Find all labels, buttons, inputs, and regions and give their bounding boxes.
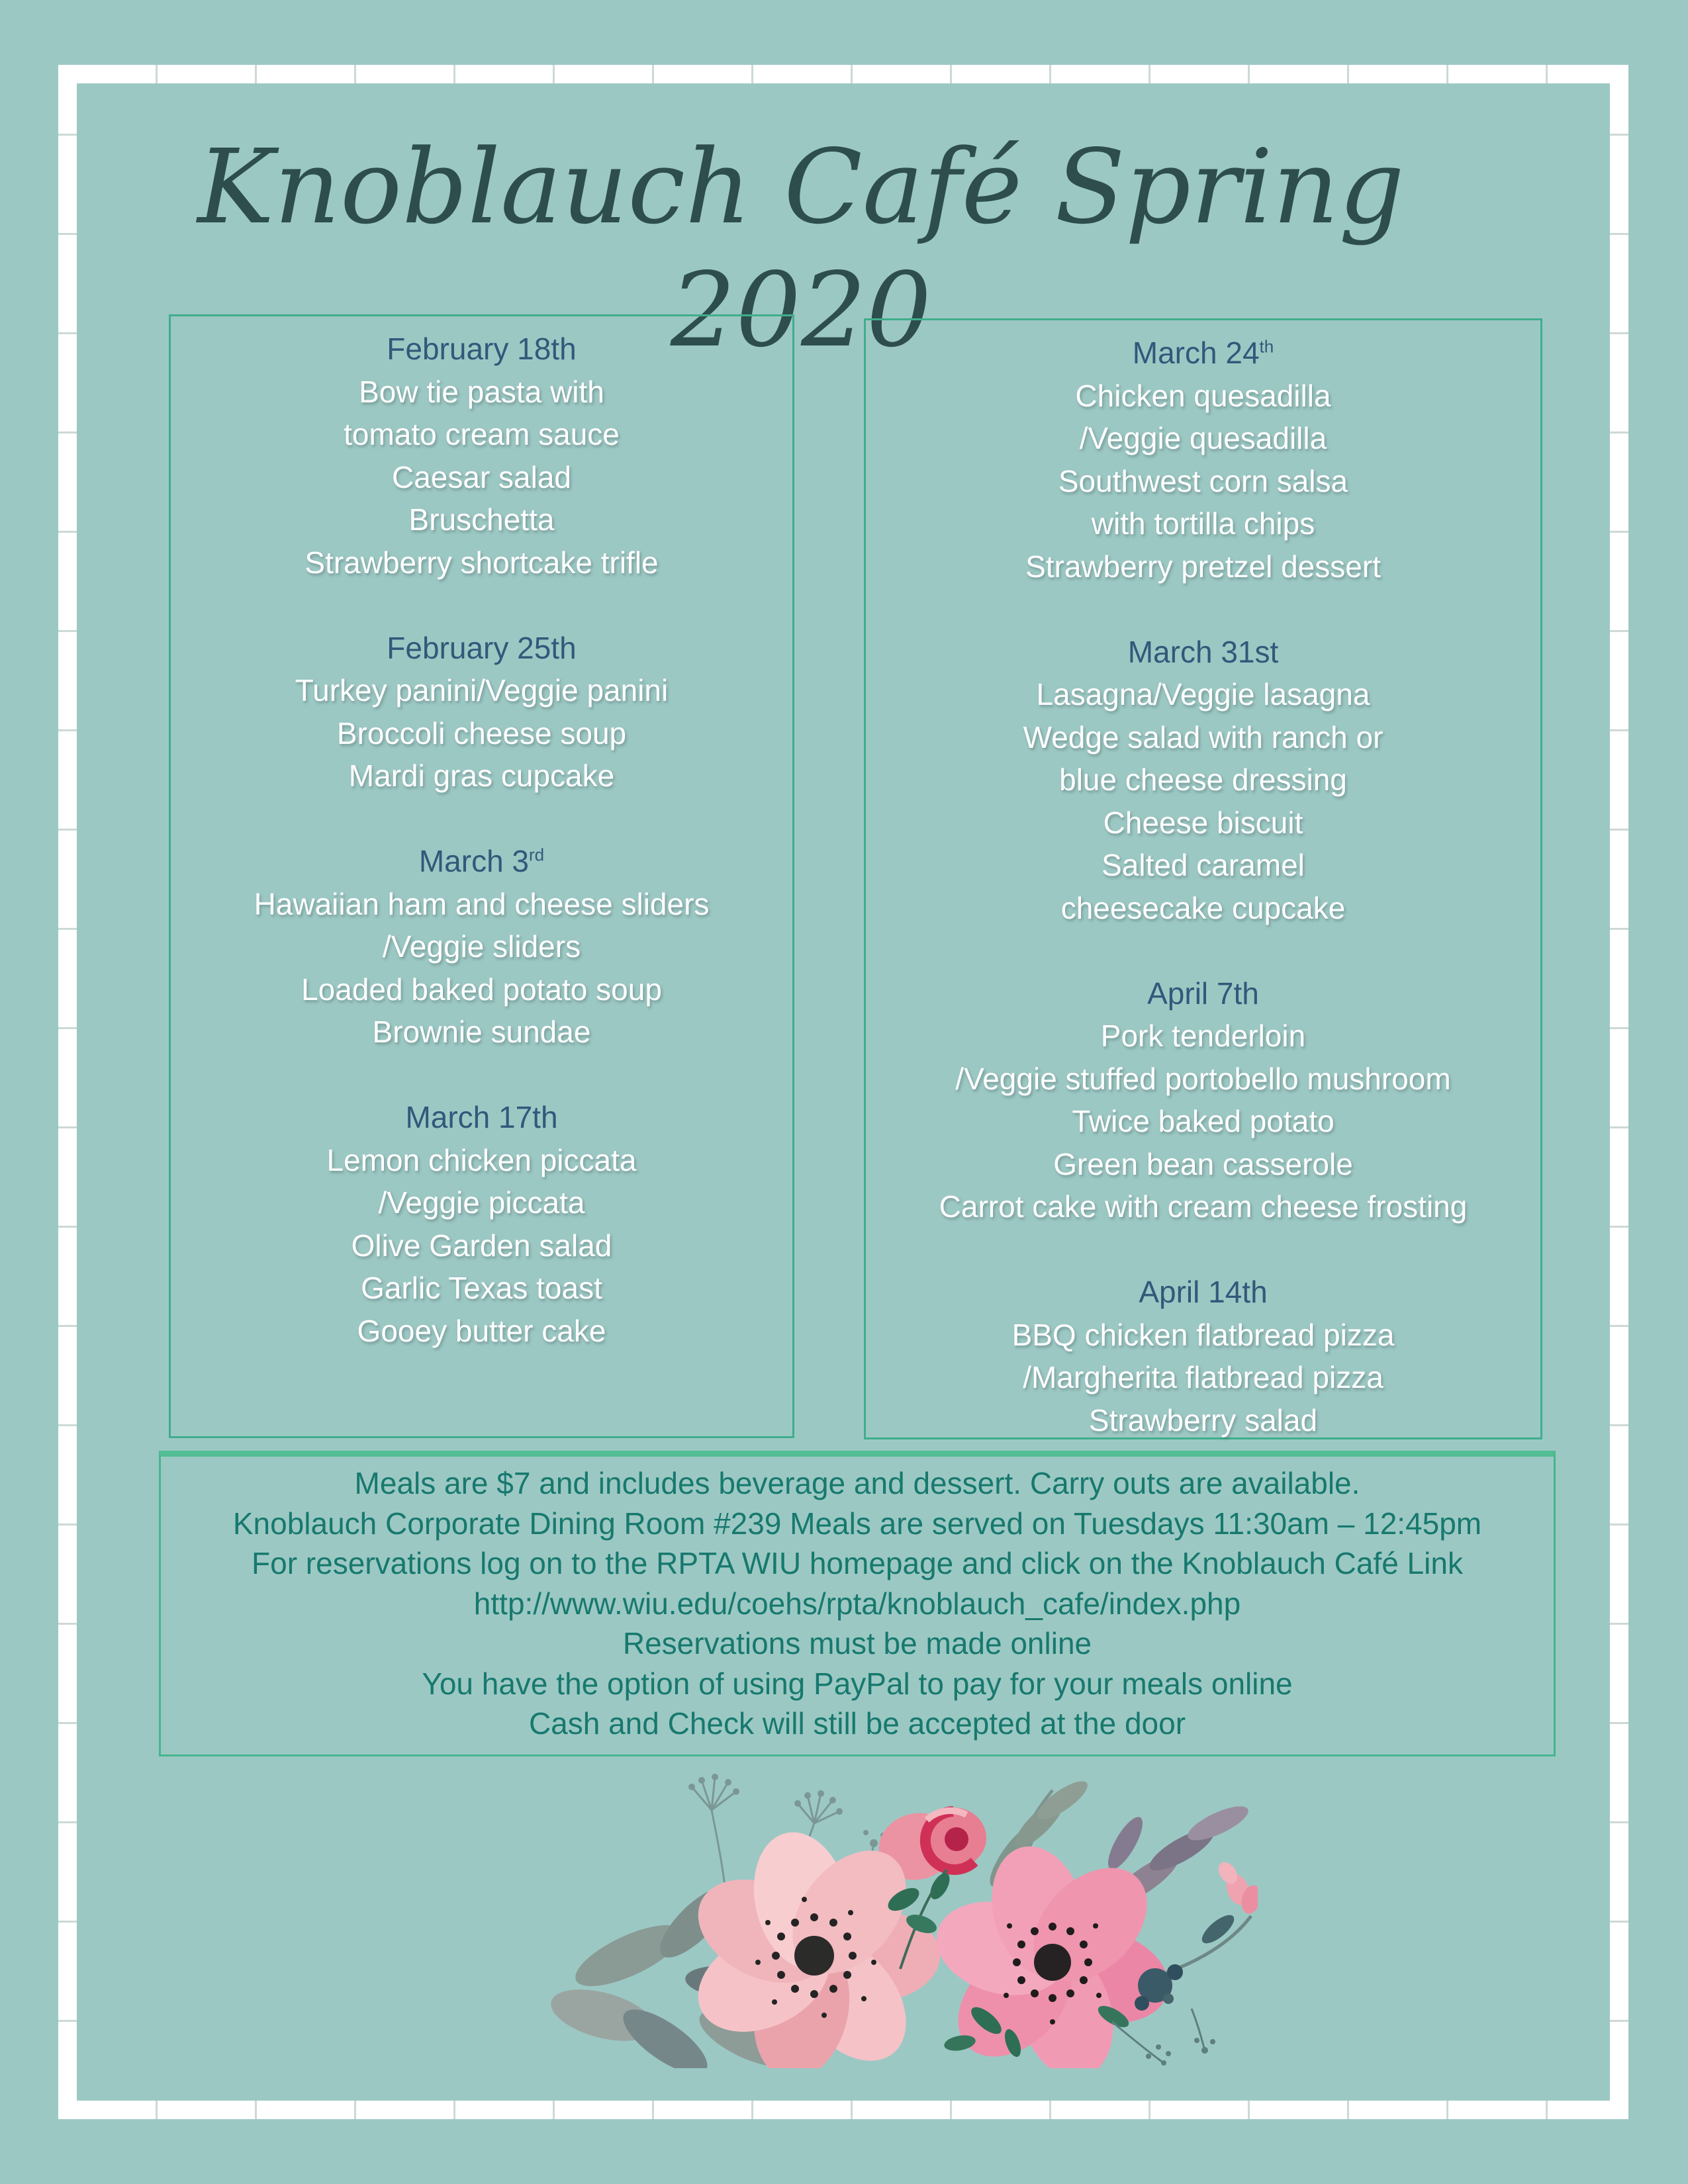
date-heading: February 18th: [387, 332, 577, 366]
menu-item: Cheese biscuit: [1103, 805, 1303, 840]
menu-section: [171, 1096, 792, 1352]
info-line: Reservations must be made online: [622, 1626, 1092, 1661]
menu-item: Pork tenderloin: [1100, 1019, 1306, 1053]
menu-item: Carrot cake with cream cheese frosting: [939, 1189, 1468, 1224]
menu-item: Strawberry pretzel dessert: [1025, 549, 1381, 584]
menu-item: Chicken quesadilla: [1075, 378, 1331, 413]
menu-item: Lasagna/Veggie lasagna: [1036, 677, 1370, 711]
info-line: Knoblauch Corporate Dining Room #239 Meals are served on Tuesdays 11:30am – 12:45pm: [232, 1506, 1482, 1541]
date-heading: April 7th: [1147, 976, 1259, 1011]
page-border-frame-left: [58, 65, 77, 2119]
info-line: Meals are $7 and includes beverage and dessert. Carry outs are available.: [354, 1466, 1360, 1500]
floral-bouquet-illustration: [530, 1757, 1258, 2068]
menu-item: /Veggie quesadilla: [1079, 421, 1327, 455]
menu-item: Hawaiian ham and cheese sliders: [254, 886, 710, 921]
menu-item: Broccoli cheese soup: [336, 715, 627, 751]
page-border-frame-right: [1610, 65, 1628, 2119]
menu-box-left: [169, 314, 794, 1438]
menu-item: Loaded baked potato soup: [301, 972, 662, 1007]
date-superscript: rd: [529, 844, 545, 865]
menu-box-right: [864, 318, 1542, 1439]
menu-item: Garlic Texas toast: [361, 1271, 602, 1305]
menu-section: [171, 627, 792, 797]
menu-item: Strawberry shortcake trifle: [305, 545, 659, 580]
info-line: For reservations log on to the RPTA WIU homepage and click on the Knoblauch Café Link: [252, 1546, 1463, 1580]
menu-item: with tortilla chips: [1091, 506, 1315, 541]
date-superscript: th: [1259, 336, 1274, 357]
date-heading: April 14th: [1139, 1275, 1268, 1309]
menu-item: Wedge salad with ranch or: [1023, 719, 1383, 754]
page-border-frame-top: [58, 65, 1628, 83]
menu-item: Gooey butter cake: [357, 1313, 606, 1348]
info-line-url: http://www.wiu.edu/coehs/rpta/knoblauch_cafe/index.php: [473, 1586, 1241, 1621]
menu-item: Twice baked potato: [1072, 1104, 1335, 1138]
info-line: You have the option of using PayPal to pay for your meals online: [422, 1666, 1293, 1701]
menu-item: Lemon chicken piccata: [326, 1142, 637, 1177]
info-box: [159, 1451, 1556, 1756]
pink-bud-branch: [1158, 1858, 1258, 1976]
menu-item: Mardi gras cupcake: [348, 758, 615, 793]
menu-section: [171, 328, 792, 584]
date-heading: March 3rd: [418, 844, 545, 878]
menu-item: Bruschetta: [408, 502, 555, 537]
menu-item: /Veggie sliders: [382, 929, 581, 964]
date-heading: March 17th: [405, 1100, 558, 1134]
menu-item: /Veggie piccata: [378, 1185, 585, 1220]
menu-item: Brownie sundae: [372, 1015, 591, 1049]
menu-item: Salted caramel: [1102, 848, 1305, 882]
menu-item: Caesar salad: [391, 459, 572, 494]
date-heading: February 25th: [387, 630, 577, 665]
menu-item: tomato cream sauce: [344, 417, 620, 451]
menu-section: [866, 332, 1540, 588]
page-title: Knoblauch Café Spring 2020: [197, 127, 1405, 370]
menu-item: blue cheese dressing: [1059, 762, 1347, 797]
menu-item: /Margherita flatbread pizza: [1023, 1360, 1383, 1394]
date-heading: March 24th: [1132, 336, 1274, 370]
menu-item: Bow tie pasta with: [359, 374, 604, 409]
menu-item: Southwest corn salsa: [1058, 463, 1348, 498]
page-border-frame-bottom: [58, 2101, 1628, 2119]
menu-section: [171, 840, 792, 1054]
date-heading: March 31st: [1127, 634, 1279, 669]
menu-item: BBQ chicken flatbread pizza: [1011, 1317, 1395, 1352]
menu-item: Olive Garden salad: [351, 1228, 612, 1263]
menu-item: /Veggie stuffed portobello mushroom: [955, 1061, 1451, 1096]
menu-section: [866, 972, 1540, 1228]
info-line: Cash and Check will still be accepted at the door: [528, 1706, 1186, 1741]
menu-item: Strawberry salad: [1088, 1402, 1318, 1437]
menu-section: [866, 1271, 1540, 1441]
menu-item: cheesecake cupcake: [1060, 890, 1346, 925]
menu-item: Green bean casserole: [1053, 1146, 1353, 1181]
menu-section: [866, 631, 1540, 930]
menu-item: Turkey panini/Veggie panini: [295, 673, 669, 707]
